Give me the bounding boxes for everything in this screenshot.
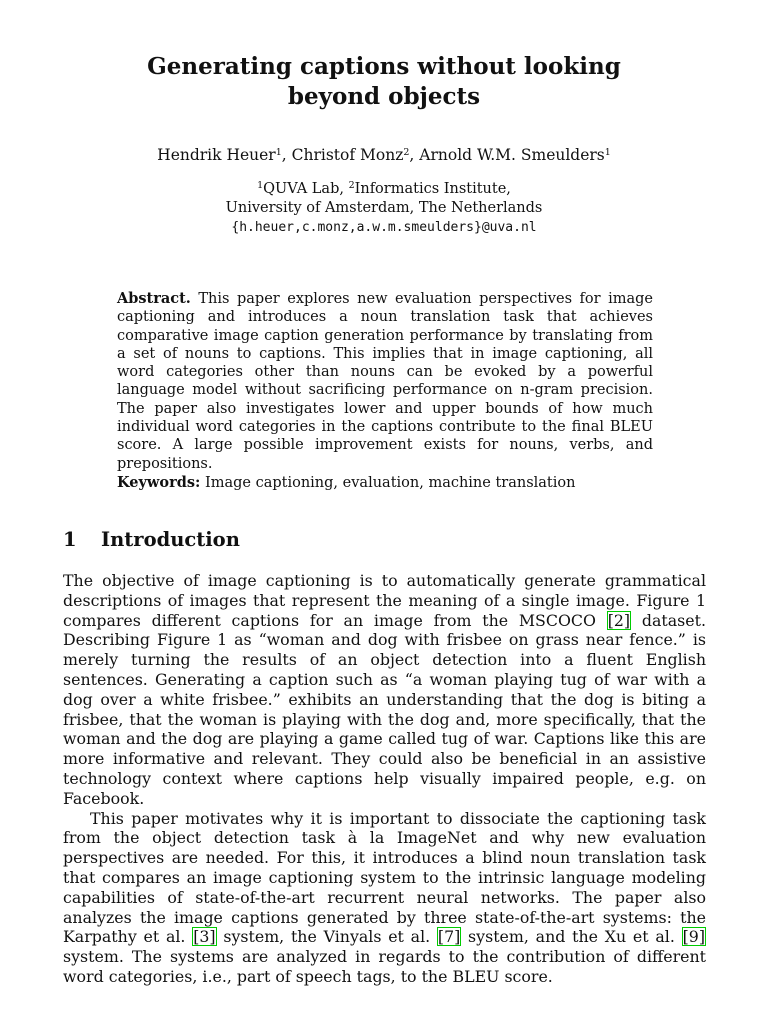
citation-link[interactable]: [9] <box>682 927 706 947</box>
paragraph <box>63 809 706 987</box>
section-title: Introduction <box>101 528 240 551</box>
keywords-text: Image captioning, evaluation, machine translation <box>205 475 576 491</box>
citation-link[interactable]: [2] <box>607 610 631 630</box>
affiliations <box>0 180 768 237</box>
author-emails: {h.heuer,c.monz,a.w.m.smeulders}@uva.nl <box>231 220 537 235</box>
author-separator: , <box>409 146 420 164</box>
paper-title <box>0 52 768 112</box>
author-list <box>0 145 768 165</box>
paragraph-text: system, the Vinyals et al. <box>216 927 437 947</box>
author-name: Christof Monz <box>291 146 404 164</box>
paragraph-text: system. The systems are analyzed in regards to the contribution of different word categories, i.e., part of speech tags, to the BLEU score. <box>63 947 706 986</box>
author-affiliation-mark: 1 <box>604 146 611 158</box>
paragraph-text: This paper motivates why it is important to dissociate the captioning task from the object detection task à la ImageNet and why new evaluation perspectives are needed. For this, it introduces a blind noun translation task that compares an image captioning system to the intrinsic language modeling capabilities of state-of-the-art recurrent neural networks. The paper also analyzes the image captions generated by three state-of-the-art systems: the Karpathy et al. <box>63 808 706 947</box>
author-affiliation-mark: 1 <box>275 146 282 158</box>
title-line-2: beyond objects <box>287 83 481 110</box>
affiliation-mark: 2 <box>348 179 355 191</box>
paragraph-text: system, and the Xu et al. <box>461 927 682 947</box>
citation-link[interactable]: [3] <box>193 927 216 947</box>
affiliation-line-2: University of Amsterdam, The Netherlands <box>225 200 543 216</box>
institution-2: Informatics Institute, <box>354 181 511 197</box>
introduction-body <box>63 571 706 987</box>
abstract-text: This paper explores new evaluation perspectives for image captioning and introduces a noun translation task that achieves comparative image caption generation performance by translating from a set of nouns to captions. This implies that in image captioning, all word categories other than nouns can be evoked by a powerful language model without sacrificing performance on n-gram precision. The paper also investigates lower and upper bounds of how much individual word categories in the captions contribute to the final BLEU score. A large possible improvement exists for nouns, verbs, and prepositions. <box>117 291 653 472</box>
affiliation-line-1 <box>0 180 768 199</box>
institution-1: QUVA Lab, <box>263 181 349 197</box>
keywords-label: Keywords: <box>117 474 201 491</box>
author-name: Hendrik Heuer <box>157 146 276 164</box>
keywords <box>117 473 677 493</box>
paragraph-text: dataset. Describing Figure 1 as “woman and dog with frisbee on grass near fence.” is merely turning the results of an object detection into a fluent English sentences. Generating a caption such as “a woman playing tug of war with a dog over a white frisbee.” exhibits an understanding that the dog is biting a frisbee, that the woman is playing with the dog and, more specifically, that the woman and the dog are playing a game called tug of war. Captions like this are more informative and relevant. They could also be beneficial in an assistive technology context where captions help visually impaired people, e.g. on Facebook. <box>63 610 706 808</box>
author-name: Arnold W.M. Smeulders <box>419 146 605 164</box>
paragraph-text: The objective of image captioning is to automatically generate grammatical descriptions of images that represent the meaning of a single image. Figure 1 compares different captions for an image from the MSCOCO <box>63 571 706 630</box>
section-heading <box>63 528 240 552</box>
paragraph <box>63 571 706 809</box>
title-line-1: Generating captions without looking <box>147 53 621 80</box>
abstract <box>117 290 653 473</box>
abstract-label: Abstract. <box>117 290 191 307</box>
author-affiliation-mark: 2 <box>403 146 410 158</box>
section-number: 1 <box>63 528 77 551</box>
affiliation-mark: 1 <box>257 179 264 191</box>
author-separator: , <box>281 146 292 164</box>
citation-link[interactable]: [7] <box>437 927 461 947</box>
